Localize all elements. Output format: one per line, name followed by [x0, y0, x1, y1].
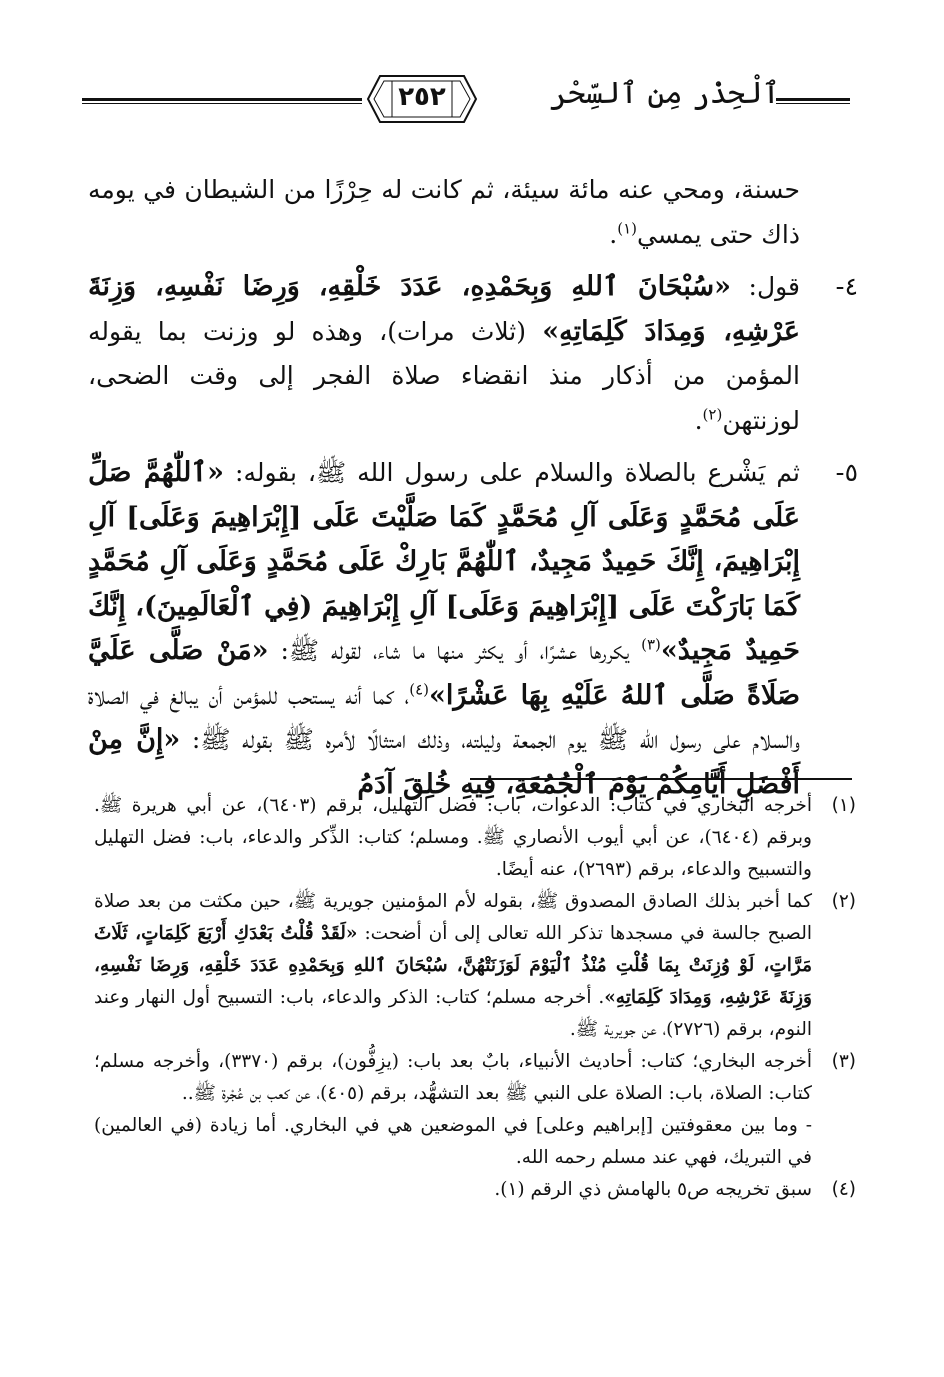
item-number: ٤-: [835, 272, 858, 301]
header-rule-right: [776, 98, 850, 101]
footnote-1: [94, 790, 856, 886]
footnote-number: (٢): [831, 891, 856, 912]
punctuation: .: [694, 405, 703, 435]
footnote-text: سبق تخريجه ص٥ بالهامش ذي الرقم (١).: [494, 1179, 812, 1200]
footnote-number: (١): [831, 795, 856, 816]
list-item-4: [88, 265, 858, 443]
footnotes: [94, 790, 856, 1206]
footnote-text: كما أخبر بذلك الصادق المصدوق ﷺ، بقوله لأم المؤمنين جويرية ﷺ، حين مكثت من بعد صلاة الصبح جالسة في مسجدها تذكر الله تعالى إلى أن أضحت:: [94, 891, 812, 944]
list-item-5: [88, 451, 858, 807]
paragraph-continuation: [88, 168, 858, 257]
hadith-quote: «إِنَّ مِنْ أَفْضَلِ أَيَّامِكُمْ يَوْمَ ٱلْجُمُعَةِ، فِيهِ خُلِقَ آدَمُ: [88, 724, 800, 800]
text-line: ذاك حتى يمسي: [637, 219, 800, 249]
running-title: ٱلْحِذْر مِن ٱلسِّحْر: [549, 76, 780, 111]
item-number: ٥-: [835, 458, 858, 487]
punctuation: .: [609, 219, 618, 249]
main-text: [88, 168, 858, 807]
page-number: ٢٥٢: [398, 82, 446, 112]
item-text: يكررها عشرًا، أو يكثر منها ما شاء، لقوله ﷺ:: [280, 636, 630, 665]
item-lead: قول:: [748, 272, 800, 301]
footnote-text: أخرجه البخاري؛ كتاب: أحاديث الأنبياء، بابٌ بعد باب: (يزِفُّون)، برقم (٣٣٧٠)، وأخرجه مسلم؛ كتاب: الصلاة، باب: الصلاة على النبي ﷺ بعد التشهُّد، برقم (٤٠٥)، عن كعب بن عُجْرة ﷺ..: [94, 1051, 812, 1104]
footnote-2: [94, 886, 856, 1046]
footnote-ref: (٣): [641, 635, 661, 654]
footnote-3-note: - وما بين معقوفتين [إبراهيم وعلى] في الموضعين هي في البخاري. أما زيادة (في العالمين) في التبريك، فهي عند مسلم رحمه الله.: [94, 1115, 812, 1168]
salawat-quote: «ٱللّٰهُمَّ صَلِّ عَلَى مُحَمَّدٍ وَعَلَى آلِ مُحَمَّدٍ كَمَا صَلَّيْتَ عَلَى [إِبْرَاهِيمَ وَعَلَى] آلِ إِبْرَاهِيمَ، إِنَّكَ حَمِيدٌ مَجِيدٌ، ٱللّٰهُمَّ بَارِكْ عَلَى مُحَمَّدٍ وَعَلَى آلِ مُحَمَّدٍ كَمَا بَارَكْتَ عَلَى [إِبْرَاهِيمَ وَعَلَى] آلِ إِبْرَاهِيمَ (فِي ٱلْعَالَمِينَ)، إِنَّكَ حَمِيدٌ مَجِيدٌ»: [88, 457, 800, 666]
footnote-quote: «لَقَدْ قُلْتُ بَعْدَكِ أَرْبَعَ كَلِمَاتٍ، ثَلَاثَ مَرَّاتٍ، لَوْ وُزِنَتْ بِمَا قُلْتِ مُنْذُ ٱلْيَوْمَ لَوَزَنَتْهُنَّ، سُبْحَانَ ٱللهِ وَبِحَمْدِهِ عَدَدَ خَلْقِهِ، وَرِضَا نَفْسِهِ، وَزِنَةَ عَرْشِهِ، وَمِدَادَ كَلِمَاتِهِ»: [94, 923, 812, 1008]
footnote-4: [94, 1174, 856, 1206]
page-number-frame: [366, 74, 478, 124]
footnote-ref: (٤): [409, 680, 430, 699]
footnote-3: [94, 1046, 856, 1110]
footnote-ref: (٢): [702, 405, 723, 424]
item-text: ، كما أنه يستحب للمؤمن أن يبالغ في الصلاة والسلام على رسول الله ﷺ يوم الجمعة وليلته، وذلك امتثالًا لأمره ﷺ بقوله ﷺ:: [88, 680, 800, 754]
hadith-quote: «مَنْ صَلَّى عَلَيَّ صَلَاةً صَلَّى ٱللهُ عَلَيْهِ بِهَا عَشْرًا»: [88, 635, 801, 711]
footnote-separator: [470, 778, 852, 780]
footnote-number: (٤): [831, 1179, 856, 1200]
header-rule-left: [82, 98, 362, 101]
item-lead: ثم يَشْرع بالصلاة والسلام على رسول الله ﷺ، بقوله:: [235, 458, 800, 487]
dhikr-quote: «سُبْحَانَ ٱللهِ وَبِحَمْدِهِ، عَدَدَ خَلْقِهِ، وَرِضَا نَفْسِهِ، وَزِنَةَ عَرْشِهِ، وَمِدَادَ كَلِمَاتِهِ»: [88, 271, 801, 347]
footnote-text: . أخرجه مسلم؛ كتاب: الذكر والدعاء، باب: التسبيح أول النهار وعند النوم، برقم (٢٧٢٦)، عن جويرية ﷺ.: [94, 987, 812, 1040]
footnote-ref: (١): [617, 219, 638, 238]
page-header: [70, 68, 850, 128]
footnote-number: (٣): [831, 1051, 856, 1072]
footnote-text: أخرجه البخاري في كتاب: الدعوات، باب: فضل التهليل، برقم (٦٤٠٣)، عن أبي هريرة ﷺ. وبرقم (٦٤٠٤)، عن أبي أيوب الأنصاري ﷺ. ومسلم؛ كتاب: الذِّكر والدعاء، باب: فضل التهليل والتسبيح والدعاء، برقم (٢٦٩٣)، عنه أيضًا.: [94, 795, 812, 880]
text-line: حسنة، ومحي عنه مائة سيئة، ثم كانت له حِرْزًا من الشيطان في يومه: [88, 175, 800, 204]
item-text: (ثلاث مرات)، وهذه لو وزنت بما يقوله المؤمن من أذكار منذ انقضاء صلاة الفجر إلى وقت الضحى، لوزنتهن: [88, 316, 800, 435]
